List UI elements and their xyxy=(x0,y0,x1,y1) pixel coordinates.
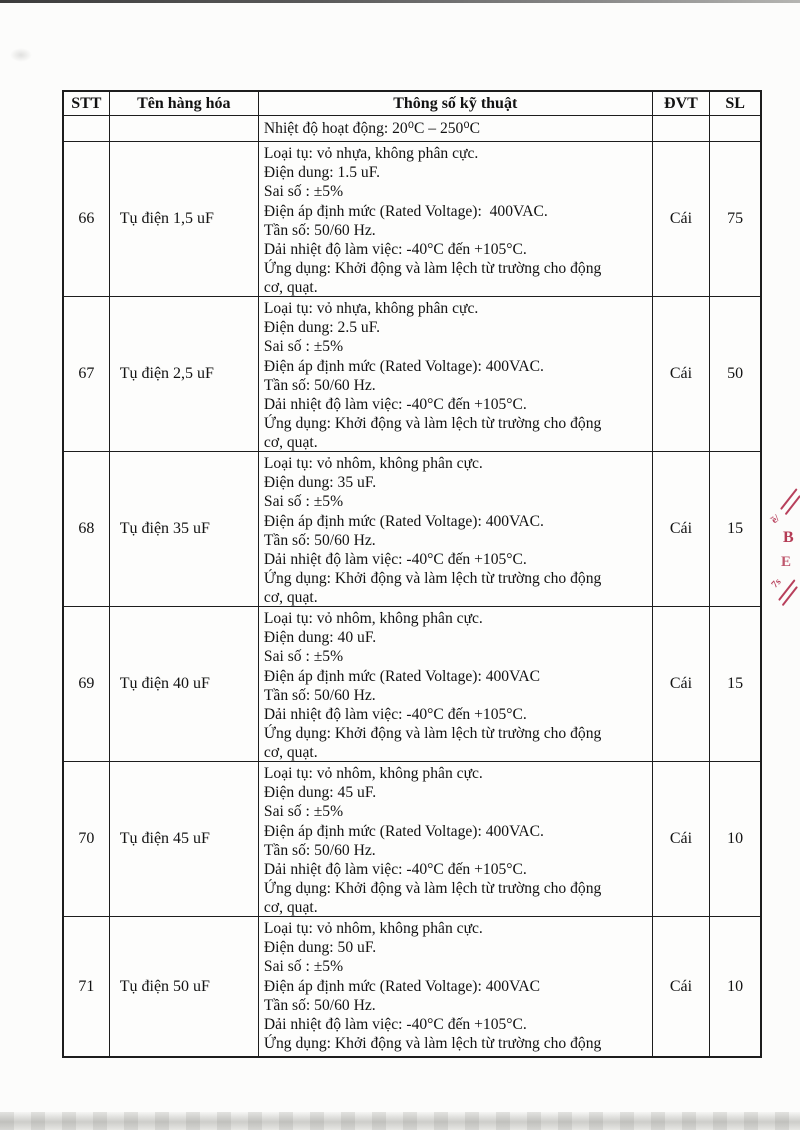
spec-line: Nhiệt độ hoạt động: 20⁰C – 250⁰C xyxy=(263,120,480,137)
row-stt-empty xyxy=(64,116,110,141)
row-dvt: Cái xyxy=(653,762,711,916)
spec-line: Loại tụ: vỏ nhôm, không phân cực. xyxy=(263,610,483,627)
header-cell-sl: SL xyxy=(725,94,745,112)
row-sl: 10 xyxy=(727,977,744,995)
spec-line: Sai số : ±5% xyxy=(263,958,344,976)
row-dvt: Cái xyxy=(653,142,711,296)
spec-line: Dải nhiệt độ làm việc: -40°C đến +105°C. xyxy=(263,1016,527,1034)
row-dvt: Cái xyxy=(653,917,711,1056)
spec-line: Tần số: 50/60 Hz. xyxy=(263,221,376,239)
row-stt: 68 xyxy=(64,452,110,606)
spec-line: Ứng dụng: Khởi động và làm lệch từ trường cho động xyxy=(263,1035,602,1053)
spec-line: Ứng dụng: Khởi động và làm lệch từ trường cho động xyxy=(263,260,602,278)
spec-line: cơ, quạt. xyxy=(263,899,318,916)
stamp-glyph-fragment: ề/ xyxy=(769,512,782,527)
row-name: Tụ điện 1,5 uF xyxy=(110,142,259,296)
table-row xyxy=(64,142,760,297)
spec-line: Loại tụ: vỏ nhựa, không phân cực. xyxy=(263,145,479,162)
scan-artifact-top-edge xyxy=(0,0,800,3)
spec-line: Điện dung: 2.5 uF. xyxy=(263,319,381,337)
row-dvt: Cái xyxy=(653,297,711,451)
spec-line: Tần số: 50/60 Hz. xyxy=(263,996,376,1014)
spec-line: Loại tụ: vỏ nhôm, không phân cực. xyxy=(263,765,483,782)
stamp-glyph-fragment: 7s xyxy=(769,576,784,591)
spec-line: Ứng dụng: Khởi động và làm lệch từ trường cho động xyxy=(263,570,602,588)
stamp-letter: E xyxy=(781,554,792,570)
spec-line: Dải nhiệt độ làm việc: -40°C đến +105°C. xyxy=(263,861,527,879)
spec-line: Điện áp định mức (Rated Voltage): 400VAC. xyxy=(263,512,544,530)
spec-line: Điện áp định mức (Rated Voltage): 400VAC. xyxy=(263,822,544,840)
spec-line: Ứng dụng: Khởi động và làm lệch từ trường cho động xyxy=(263,880,602,898)
spec-line: Điện áp định mức (Rated Voltage): 400VAC. xyxy=(263,202,548,220)
row-stt: 71 xyxy=(64,917,110,1056)
spec-line: cơ, quạt. xyxy=(263,589,318,606)
spec-line: Tần số: 50/60 Hz. xyxy=(263,841,376,859)
scan-artifact-smudge xyxy=(10,48,32,62)
stamp-arc-line xyxy=(782,586,799,606)
row-stt: 70 xyxy=(64,762,110,916)
row-dvt: Cái xyxy=(653,607,711,761)
scan-artifact-bottom-band xyxy=(0,1112,800,1130)
spec-line: Sai số : ±5% xyxy=(263,803,344,821)
spec-line: Điện dung: 40 uF. xyxy=(263,629,377,647)
spec-line: cơ, quạt. xyxy=(263,434,318,451)
row-sl: 15 xyxy=(727,520,744,537)
spec-line: Sai số : ±5% xyxy=(263,338,344,356)
spec-line: Sai số : ±5% xyxy=(263,183,344,201)
spec-line: Tần số: 50/60 Hz. xyxy=(263,531,376,549)
row-stt: 67 xyxy=(64,297,110,451)
red-stamp-fragment xyxy=(768,486,800,616)
spec-line: cơ, quạt. xyxy=(263,744,318,761)
row-sl-empty xyxy=(710,116,760,141)
spec-line: Loại tụ: vỏ nhựa, không phân cực. xyxy=(263,300,479,317)
spec-line: Điện áp định mức (Rated Voltage): 400VAC. xyxy=(263,357,544,375)
row-spec-lines xyxy=(259,142,653,296)
row-sl: 15 xyxy=(727,675,744,692)
spec-line: cơ, quạt. xyxy=(263,279,318,296)
row-name: Tụ điện 40 uF xyxy=(110,607,259,761)
spec-line: Điện áp định mức (Rated Voltage): 400VAC xyxy=(263,667,541,685)
spec-line: Điện dung: 50 uF. xyxy=(263,939,377,957)
spec-line: Điện dung: 1.5 uF. xyxy=(263,164,381,182)
row-dvt-empty xyxy=(653,116,711,141)
spec-line: Tần số: 50/60 Hz. xyxy=(263,686,376,704)
spec-line: Ứng dụng: Khởi động và làm lệch từ trường cho động xyxy=(263,415,602,433)
row-spec-lines xyxy=(259,917,653,1056)
row-stt: 69 xyxy=(64,607,110,761)
header-cell-name: Tên hàng hóa xyxy=(110,92,259,115)
table-row xyxy=(64,762,760,917)
row-stt: 66 xyxy=(64,142,110,296)
spec-line: Điện dung: 35 uF. xyxy=(263,474,377,492)
spec-line: Loại tụ: vỏ nhôm, không phân cực. xyxy=(263,920,483,937)
header-cell-stt: STT xyxy=(64,92,110,115)
table-row xyxy=(64,297,760,452)
spec-line: Dải nhiệt độ làm việc: -40°C đến +105°C. xyxy=(263,706,527,724)
row-name: Tụ điện 50 uF xyxy=(110,917,259,1056)
spec-line: Sai số : ±5% xyxy=(263,648,344,666)
row-spec-lines xyxy=(259,452,653,606)
spec-line: Điện dung: 45 uF. xyxy=(263,784,377,802)
row-spec-lines xyxy=(259,607,653,761)
row-sl: 75 xyxy=(727,210,744,227)
row-name: Tụ điện 45 uF xyxy=(110,762,259,916)
spec-line: Điện áp định mức (Rated Voltage): 400VAC xyxy=(263,977,541,995)
spec-line: Tần số: 50/60 Hz. xyxy=(263,376,376,394)
goods-specification-table xyxy=(62,90,762,1058)
row-name-empty xyxy=(110,116,259,141)
table-row xyxy=(64,452,760,607)
spec-line: Sai số : ±5% xyxy=(263,493,344,511)
header-cell-spec: Thông số kỹ thuật xyxy=(259,92,653,115)
row-sl: 50 xyxy=(727,365,744,382)
table-row xyxy=(64,607,760,762)
row-spec-lines xyxy=(259,762,653,916)
row-dvt: Cái xyxy=(653,452,711,606)
table-header-row xyxy=(64,92,760,116)
spec-line: Loại tụ: vỏ nhôm, không phân cực. xyxy=(263,455,483,472)
row-sl: 10 xyxy=(727,830,744,847)
spec-line: Ứng dụng: Khởi động và làm lệch từ trường cho động xyxy=(263,725,602,743)
row-name: Tụ điện 2,5 uF xyxy=(110,297,259,451)
spec-line: Dải nhiệt độ làm việc: -40°C đến +105°C. xyxy=(263,241,527,259)
spec-line: Dải nhiệt độ làm việc: -40°C đến +105°C. xyxy=(263,396,527,414)
header-cell-dvt: ĐVT xyxy=(653,92,711,115)
table-row-carryover xyxy=(64,116,760,142)
table-row xyxy=(64,917,760,1056)
row-spec-lines xyxy=(259,116,653,141)
row-spec-lines xyxy=(259,297,653,451)
stamp-letter: B xyxy=(783,529,794,546)
row-name: Tụ điện 35 uF xyxy=(110,452,259,606)
spec-line: Dải nhiệt độ làm việc: -40°C đến +105°C. xyxy=(263,551,527,569)
